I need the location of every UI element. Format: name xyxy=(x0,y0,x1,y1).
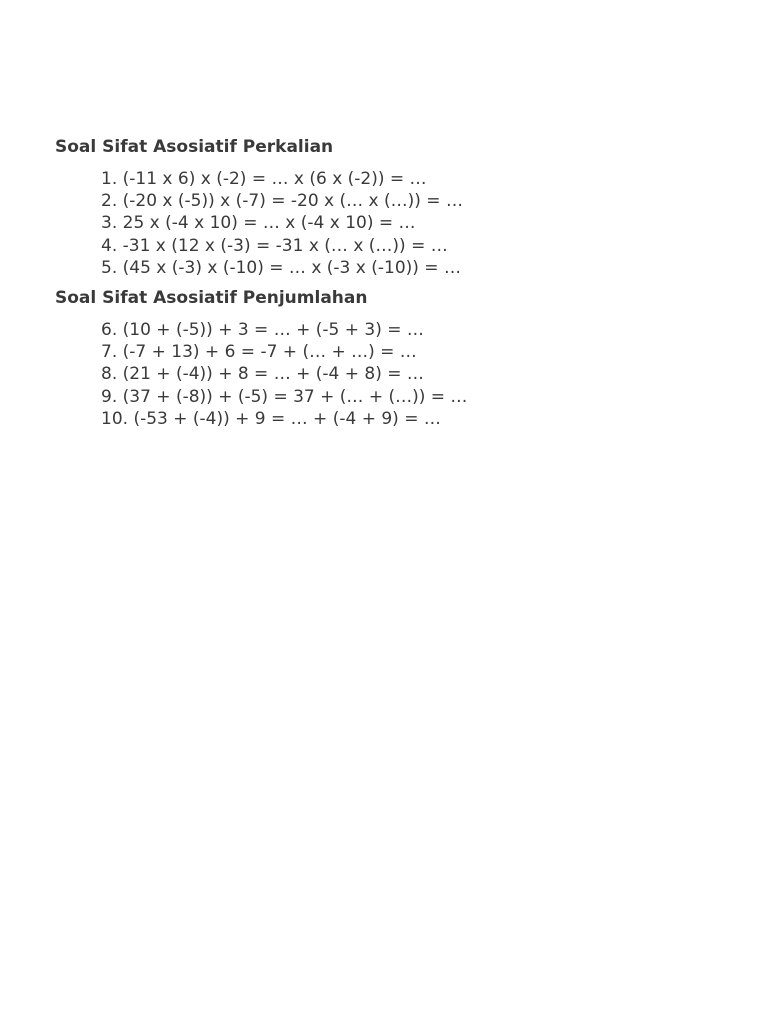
problem-item: 3. 25 x (-4 x 10) = … x (-4 x 10) = … xyxy=(101,213,416,234)
section-addition xyxy=(55,287,735,430)
problem-item: 7. (-7 + 13) + 6 = -7 + (… + …) = … xyxy=(101,342,417,363)
section-multiplication xyxy=(55,136,735,279)
problem-item: 10. (-53 + (-4)) + 9 = … + (-4 + 9) = … xyxy=(101,408,441,429)
problem-item: 2. (-20 x (-5)) x (-7) = -20 x (… x (…)) = … xyxy=(101,191,463,212)
problem-list xyxy=(101,319,735,430)
section-title: Soal Sifat Asosiatif Perkalian xyxy=(55,137,334,157)
problem-item: 6. (10 + (-5)) + 3 = … + (-5 + 3) = … xyxy=(101,320,424,341)
problem-item: 8. (21 + (-4)) + 8 = … + (-4 + 8) = … xyxy=(101,364,424,385)
document-page xyxy=(55,136,735,430)
problem-item: 1. (-11 x 6) x (-2) = … x (6 x (-2)) = … xyxy=(101,169,427,189)
problem-item: 9. (37 + (-8)) + (-5) = 37 + (… + (…)) = … xyxy=(101,386,468,407)
section-title: Soal Sifat Asosiatif Penjumlahan xyxy=(55,288,368,309)
problem-item: 5. (45 x (-3) x (-10) = … x (-3 x (-10)) = … xyxy=(101,257,461,278)
problem-list xyxy=(101,168,735,279)
problem-item: 4. -31 x (12 x (-3) = -31 x (… x (…)) = … xyxy=(101,235,448,256)
